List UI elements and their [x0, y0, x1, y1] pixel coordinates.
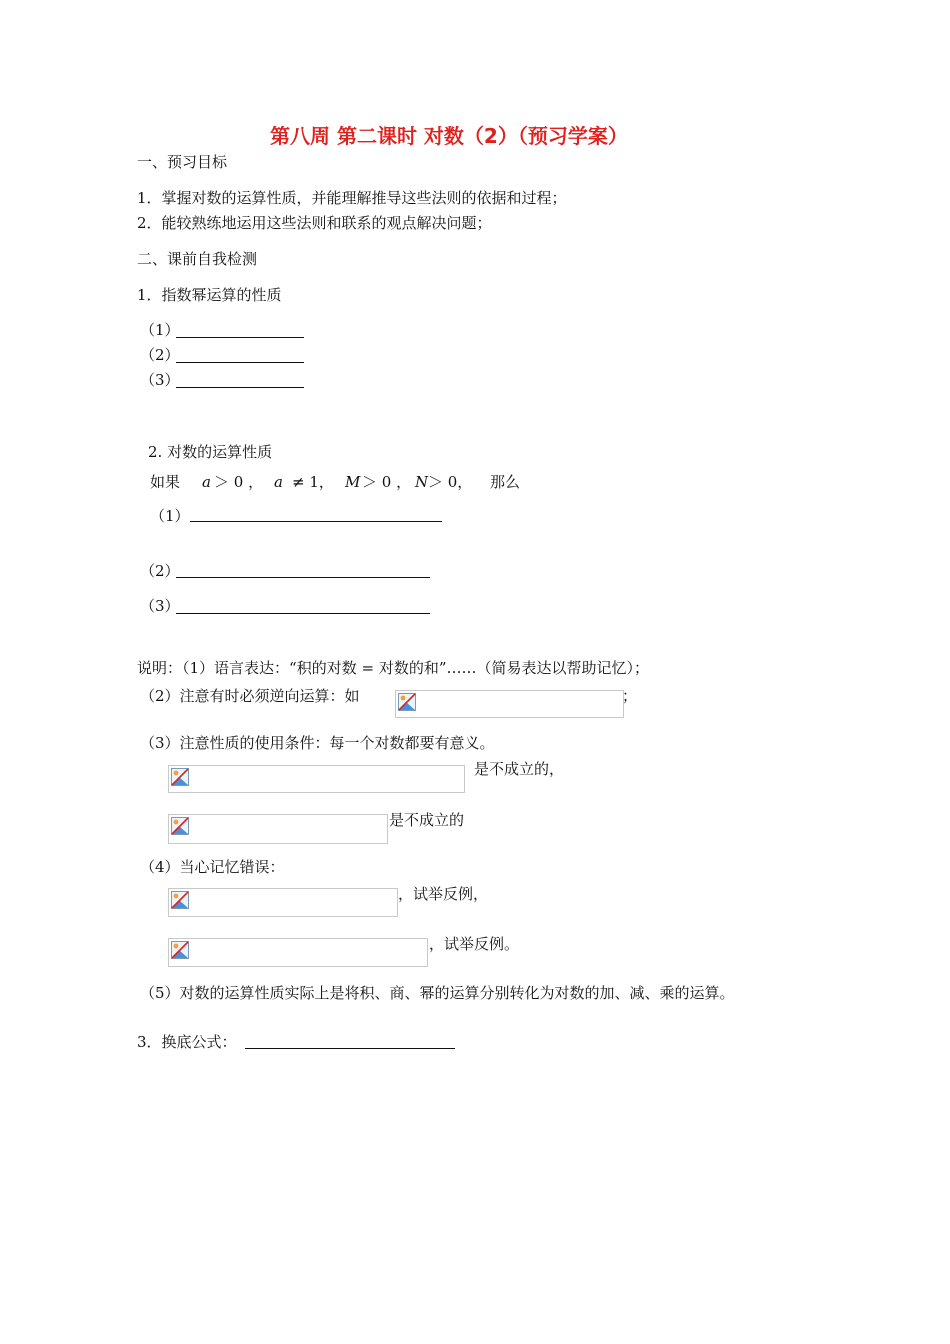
q2-cond-then: 那么 — [490, 473, 521, 491]
q2-cond-M: M — [345, 473, 361, 491]
section1-heading: 一、预习目标 — [137, 153, 228, 171]
q2-cond-a: a — [202, 473, 211, 491]
q3-label: 3．换底公式： — [137, 1033, 237, 1051]
formula-image — [168, 814, 388, 844]
broken-image-icon — [171, 768, 189, 786]
q2-cond-a2-rel: ≠ 1， — [292, 473, 334, 491]
q1-item-2-label: （2） — [140, 346, 180, 364]
q1-item-3-blank[interactable] — [176, 387, 304, 388]
q3-blank[interactable] — [245, 1048, 455, 1049]
q2-cond-prefix: 如果 — [150, 473, 181, 491]
broken-image-icon — [171, 891, 189, 909]
note-2-suffix: ； — [622, 687, 638, 705]
q2-cond-M-rel: ＞ 0 ， — [362, 473, 412, 491]
q2-item-3-blank[interactable] — [176, 613, 430, 614]
page-title: 第八周 第二课时 对数（2）（预习学案） — [270, 124, 628, 148]
formula-image — [168, 765, 465, 793]
note-3a-suffix: 是不成立的， — [474, 760, 565, 778]
q2-item-1-label: （1） — [150, 507, 190, 525]
note-4a-suffix: ，试举反例， — [398, 885, 489, 903]
q2-label: 2. 对数的运算性质 — [148, 443, 273, 461]
goal-2: 2．能较熟练地运用这些法则和联系的观点解决问题； — [137, 214, 492, 232]
note-5: （5）对数的运算性质实际上是将积、商、幂的运算分别转化为对数的加、减、乘的运算。 — [140, 984, 735, 1002]
q1-item-1-blank[interactable] — [176, 337, 304, 338]
note-4: （4）当心记忆错误： — [140, 858, 285, 876]
broken-image-icon — [171, 817, 189, 835]
broken-image-icon — [171, 941, 189, 959]
q2-item-1-blank[interactable] — [190, 521, 442, 522]
note-3: （3）注意性质的使用条件：每一个对数都要有意义。 — [140, 734, 495, 752]
q2-cond-a-rel: ＞ 0 ， — [214, 473, 264, 491]
section2-heading: 二、课前自我检测 — [137, 250, 258, 268]
q2-item-2-blank[interactable] — [176, 577, 430, 578]
note-4b-suffix: ，试举反例。 — [429, 935, 520, 953]
formula-image — [168, 888, 398, 917]
q1-item-2-blank[interactable] — [176, 362, 304, 363]
q2-cond-a2: a — [274, 473, 283, 491]
q2-cond-N-rel: ＞ 0， — [428, 473, 473, 491]
q2-item-2-label: （2） — [140, 562, 180, 580]
q2-cond-N: N — [415, 473, 429, 491]
note-2-prefix: （2）注意有时必须逆向运算：如 — [140, 687, 360, 705]
formula-image — [395, 690, 624, 718]
broken-image-icon — [398, 693, 416, 711]
goal-1: 1．掌握对数的运算性质，并能理解推导这些法则的依据和过程； — [137, 189, 567, 207]
note-3b-suffix: 是不成立的 — [389, 811, 465, 829]
note-1: 说明：（1）语言表达：“积的对数 = 对数的和”……（简易表达以帮助记忆）； — [137, 659, 649, 677]
q2-item-3-label: （3） — [140, 597, 180, 615]
q1-label: 1．指数幂运算的性质 — [137, 286, 282, 304]
q1-item-3-label: （3） — [140, 371, 180, 389]
q1-item-1-label: （1） — [140, 321, 180, 339]
formula-image — [168, 938, 428, 967]
